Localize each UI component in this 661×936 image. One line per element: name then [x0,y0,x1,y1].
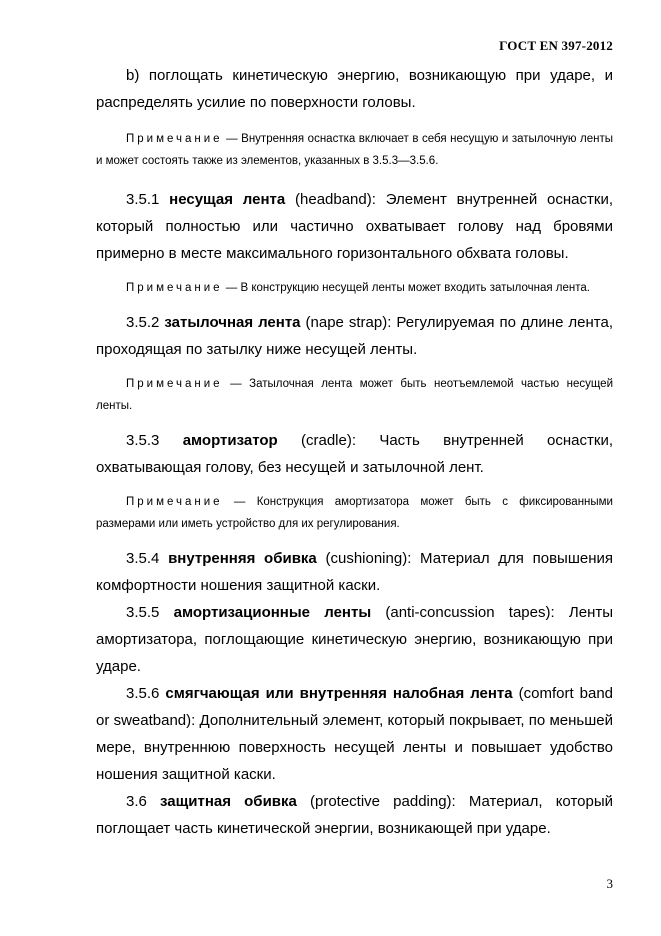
note-text: — Конструкция амортизатора может быть с фиксированными размерами или иметь устройство для их регулирования. [96,496,613,530]
note-label: Примечание [126,378,223,390]
term-definition: (protective padding): Материал, который поглощает часть кинетической энергии, возникающей при ударе. [96,793,613,837]
term-name: смягчающая или внутренняя налобная лента [165,685,513,702]
note-2 [96,277,613,299]
page-content [96,62,613,842]
term-name: несущая лента [169,191,286,208]
term-name: защитная обивка [160,793,297,810]
note-label: Примечание [126,496,223,508]
term-number: 3.5.6 [126,685,160,702]
note-label: Примечание [126,282,223,294]
term-name: внутренняя обивка [168,550,317,567]
term-definition: (headband): Элемент внутренней оснастки, который полностью или частично охватывает голову над бровями примерно в месте максимального горизонтального обхвата головы. [96,191,614,262]
term-definition: (comfort band or sweatband): Дополнительный элемент, который покрывает, по меньшей мере, внутреннюю поверхность несущей ленты и повышает удобство ношения защитной каски. [96,685,613,783]
term-name: затылочная лента [164,314,301,331]
document-id: ГОСТ EN 397-2012 [499,38,613,53]
term-3-6 [96,788,613,842]
term-number: 3.5.2 [126,314,160,331]
term-3-5-1 [96,186,613,267]
note-4 [96,491,613,535]
note-3 [96,373,613,417]
page-number: 3 [606,876,613,891]
term-definition: (cradle): Часть внутренней оснастки, охватывающая голову, без несущей и затылочной лент. [96,432,614,476]
term-definition: (nape strap): Регулируемая по длине лента, проходящая по затылку ниже несущей ленты. [96,314,613,358]
note-text: — Затылочная лента может быть неотъемлемой частью несущей ленты. [96,378,613,412]
note-label: Примечание [126,133,223,145]
note-text: — В конструкцию несущей ленты может входить затылочная лента. [222,282,590,294]
term-name: амортизатор [182,432,278,449]
term-number: 3.5.3 [126,432,160,449]
term-3-5-5 [96,599,613,680]
term-3-5-4 [96,545,613,599]
term-number: 3.5.5 [126,604,160,621]
term-definition: (anti-concussion tapes): Ленты амортизатора, поглощающие кинетическую энергию, возникающую при ударе. [96,604,613,675]
term-number: 3.6 [126,793,147,810]
term-definition: (cushioning): Материал для повышения комфортности ношения защитной каски. [96,550,613,594]
term-3-5-6 [96,680,613,788]
term-name: амортизационные ленты [173,604,372,621]
note-1 [96,128,613,172]
term-number: 3.5.4 [126,550,160,567]
term-3-5-2 [96,309,613,363]
term-3-5-3 [96,427,613,481]
term-number: 3.5.1 [126,191,160,208]
note-text: — Внутренняя оснастка включает в себя несущую и затылочную ленты и может состоять также из элементов, указанных в 3.5.3—3.5.6. [96,133,613,167]
intro-paragraph: b) поглощать кинетическую энергию, возникающую при ударе, и распределять усилие по поверхности головы. [96,67,613,111]
